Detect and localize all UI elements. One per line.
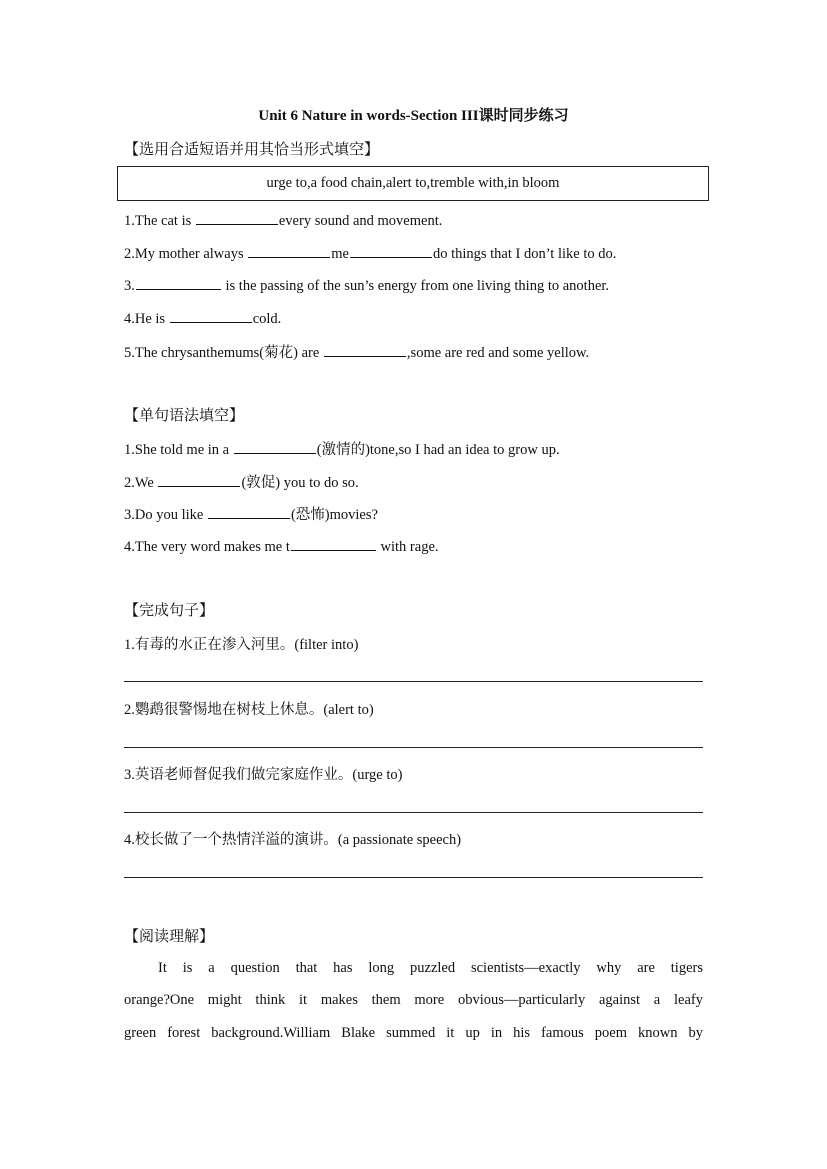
exercise-item: 3.Do you like (恐怖)movies? bbox=[124, 503, 378, 524]
exercise-item: 4.校长做了一个热情洋溢的演讲。(a passionate speech) bbox=[124, 832, 462, 848]
answer-line[interactable] bbox=[124, 681, 703, 682]
answer-line[interactable] bbox=[124, 747, 703, 748]
answer-blank[interactable] bbox=[248, 243, 330, 258]
answer-blank[interactable] bbox=[234, 439, 316, 454]
answer-blank[interactable] bbox=[170, 308, 252, 323]
exercise-item: 2.鹦鹉很警惕地在树枝上休息。(alert to) bbox=[124, 702, 374, 718]
exercise-item: 3. is the passing of the sun’s energy from one living thing to another. bbox=[124, 275, 609, 295]
page-title: Unit 6 Nature in words-Section III课时同步练习 bbox=[258, 108, 569, 124]
answer-blank[interactable] bbox=[350, 243, 432, 258]
exercise-item: 3.英语老师督促我们做完家庭作业。(urge to) bbox=[124, 767, 403, 783]
reading-paragraph-line: orange?One might think it makes them more obvious—particularly against a leafy bbox=[124, 992, 703, 1008]
answer-blank[interactable] bbox=[324, 342, 406, 357]
section-heading-complete-sentences: 【完成句子】 bbox=[124, 601, 215, 619]
section-heading-reading: 【阅读理解】 bbox=[124, 927, 215, 945]
answer-blank[interactable] bbox=[208, 504, 290, 519]
answer-line[interactable] bbox=[124, 812, 703, 813]
exercise-item: 2.We (敦促) you to do so. bbox=[124, 471, 359, 492]
section-heading-phrase-fill: 【选用合适短语并用其恰当形式填空】 bbox=[124, 140, 380, 158]
exercise-item: 4.He is cold. bbox=[124, 308, 281, 328]
phrase-box: urge to,a food chain,alert to,tremble with,in bloom bbox=[117, 166, 709, 201]
exercise-item: 4.The very word makes me t with rage. bbox=[124, 536, 439, 556]
reading-paragraph-line: green forest background.William Blake summed it up in his famous poem known by bbox=[124, 1025, 703, 1041]
exercise-item: 2.My mother always me do things that I don’t like to do. bbox=[124, 243, 616, 263]
answer-line[interactable] bbox=[124, 877, 703, 878]
exercise-item: 1.The cat is every sound and movement. bbox=[124, 210, 442, 230]
answer-blank[interactable] bbox=[291, 536, 376, 551]
answer-blank[interactable] bbox=[196, 210, 278, 225]
answer-blank[interactable] bbox=[158, 472, 240, 487]
reading-paragraph-line: It is a question that has long puzzled scientists—exactly why are tigers bbox=[158, 960, 703, 976]
exercise-item: 5.The chrysanthemums(菊花) are ,some are red and some yellow. bbox=[124, 341, 589, 362]
answer-blank[interactable] bbox=[136, 275, 221, 290]
exercise-item: 1.She told me in a (激情的)tone,so I had an idea to grow up. bbox=[124, 438, 560, 459]
exercise-item: 1.有毒的水正在渗入河里。(filter into) bbox=[124, 637, 359, 653]
section-heading-grammar-fill: 【单句语法填空】 bbox=[124, 406, 245, 424]
